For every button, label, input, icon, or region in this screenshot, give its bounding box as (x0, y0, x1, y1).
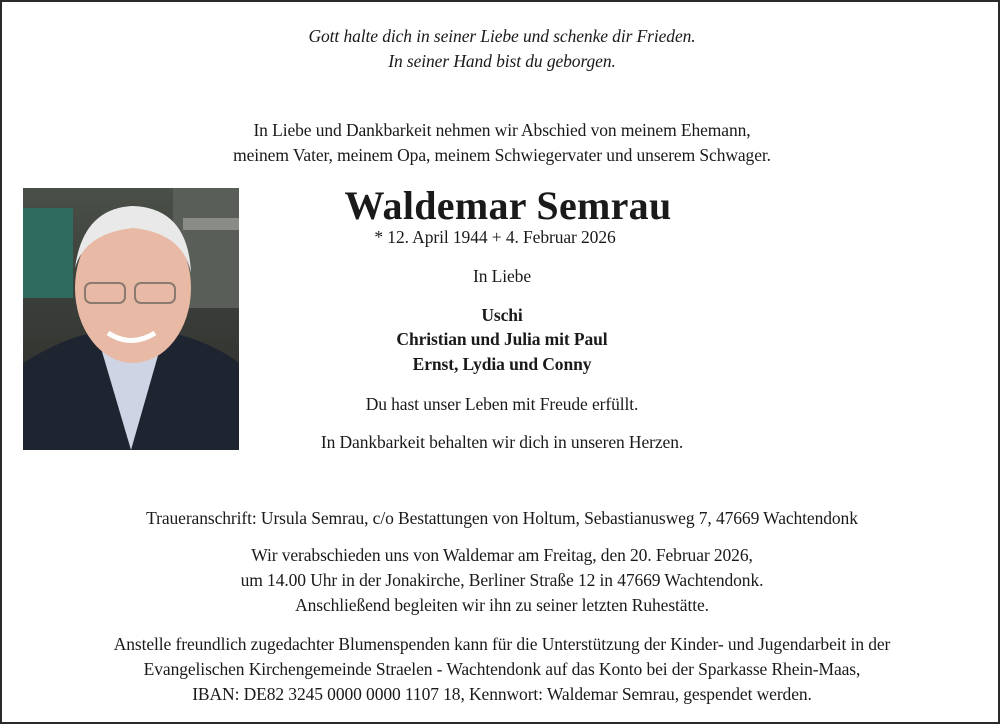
intro-line-2: meinem Vater, meinem Opa, meinem Schwiegervater und unserem Schwager. (233, 145, 771, 165)
intro-line-1: In Liebe und Dankbarkeit nehmen wir Abschied von meinem Ehemann, (253, 120, 751, 140)
mourning-address: Traueranschrift: Ursula Semrau, c/o Bestattungen von Holtum, Sebastianusweg 7, 47669 Wachtendonk (146, 508, 858, 528)
donation-line-3: IBAN: DE82 3245 0000 0000 1107 18, Kennwort: Waldemar Semrau, gespendet werden. (192, 684, 812, 704)
ceremony-line-1: Wir verabschieden uns von Waldemar am Freitag, den 20. Februar 2026, (251, 545, 753, 565)
donation-line-2: Evangelischen Kirchengemeinde Straelen - Wachtendonk auf das Konto bei der Sparkasse Rhein-Maas, (143, 659, 861, 679)
deceased-name: Waldemar Semrau (344, 183, 672, 228)
ceremony-line-3: Anschließend begleiten wir ihn zu seiner letzten Ruhestätte. (295, 595, 709, 615)
life-dates: * 12. April 1944 + 4. Februar 2026 (374, 227, 616, 247)
motto-line-1: Gott halte dich in seiner Liebe und schenke dir Frieden. (308, 26, 696, 46)
quote-line-1: Du hast unser Leben mit Freude erfüllt. (365, 394, 639, 414)
quote-line-2: In Dankbarkeit behalten wir dich in unseren Herzen. (320, 432, 684, 452)
family-line-2: Christian und Julia mit Paul (396, 329, 608, 349)
donation-line-1: Anstelle freundlich zugedachter Blumenspenden kann für die Unterstützung der Kinder- und Jugendarbeit in der (113, 634, 891, 654)
ceremony-line-2: um 14.00 Uhr in der Jonakirche, Berliner Straße 12 in 47669 Wachtendonk. (240, 570, 764, 590)
in-liebe-label: In Liebe (473, 266, 531, 286)
family-line-1: Uschi (481, 305, 523, 325)
motto-line-2: In seiner Hand bist du geborgen. (388, 51, 616, 71)
family-line-3: Ernst, Lydia und Conny (412, 354, 592, 374)
